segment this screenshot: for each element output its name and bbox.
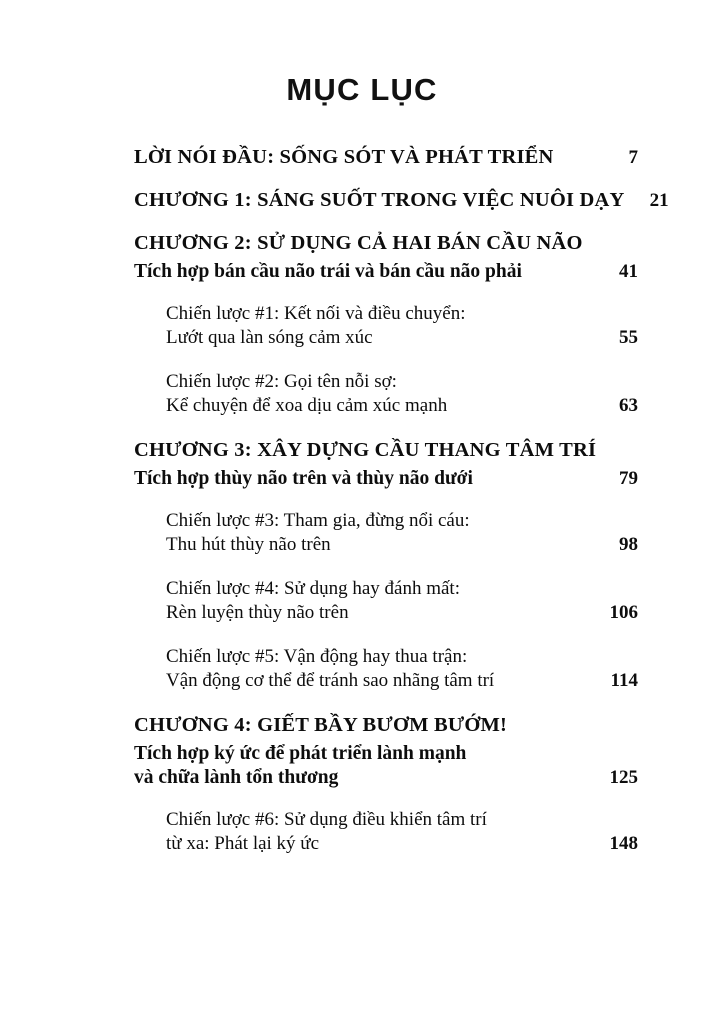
toc-row[interactable]	[166, 371, 638, 393]
toc-entry-label: LỜI NÓI ĐẦU: SỐNG SÓT VÀ PHÁT TRIỂN	[134, 146, 554, 168]
toc-row[interactable]	[134, 767, 638, 789]
toc-entry-label: Chiến lược #3: Tham gia, đừng nổi cáu:	[166, 510, 470, 531]
toc-page-number: 114	[610, 670, 638, 691]
toc-entry-strategy[interactable]	[166, 510, 638, 556]
toc-entry-chapter[interactable]	[134, 146, 638, 169]
toc-row[interactable]	[166, 602, 638, 624]
toc-page-number: 98	[619, 534, 638, 555]
toc-entry-strategy[interactable]	[166, 578, 638, 624]
toc-entry-sub[interactable]	[134, 468, 638, 490]
toc-page-number: 63	[619, 395, 638, 416]
page-title: MỤC LỤC	[286, 72, 438, 107]
toc-entry-chapter[interactable]	[134, 232, 638, 255]
toc-row[interactable]	[134, 232, 638, 255]
toc-row[interactable]	[134, 468, 638, 490]
toc-entry-chapter[interactable]	[134, 439, 638, 462]
toc-row[interactable]	[166, 833, 638, 855]
toc-entry-label: Chiến lược #6: Sử dụng điều khiển tâm trí	[166, 809, 487, 830]
toc-entry-label: Kể chuyện để xoa dịu cảm xúc mạnh	[166, 395, 448, 416]
toc-entry-sub[interactable]	[134, 743, 638, 789]
toc-entry-label: Lướt qua làn sóng cảm xúc	[166, 327, 373, 348]
toc-entry-label: CHƯƠNG 1: SÁNG SUỐT TRONG VIỆC NUÔI DẠY	[134, 189, 625, 211]
toc-row[interactable]	[134, 439, 638, 462]
toc-entry-label: và chữa lành tổn thương	[134, 767, 339, 788]
toc-entry-label: Tích hợp ký ức để phát triển lành mạnh	[134, 743, 467, 764]
toc-entry-label: CHƯƠNG 2: SỬ DỤNG CẢ HAI BÁN CẦU NÃO	[134, 232, 583, 254]
toc-row[interactable]	[134, 189, 669, 212]
toc-row[interactable]	[166, 646, 638, 668]
toc-row[interactable]	[166, 510, 638, 532]
toc-entry-label: Chiến lược #2: Gọi tên nỗi sợ:	[166, 371, 397, 392]
toc-row[interactable]	[166, 670, 638, 692]
toc-row[interactable]	[166, 578, 638, 600]
toc-page-number: 41	[619, 261, 638, 282]
toc-entry-strategy[interactable]	[166, 303, 638, 349]
toc-page-number: 79	[619, 468, 638, 489]
toc-row[interactable]	[166, 809, 638, 831]
toc-row[interactable]	[134, 743, 638, 765]
toc-entry-label: từ xa: Phát lại ký ức	[166, 833, 320, 854]
toc-entry-chapter[interactable]	[134, 189, 669, 212]
toc-entry-label: Chiến lược #1: Kết nối và điều chuyển:	[166, 303, 466, 324]
toc-entry-chapter[interactable]	[134, 714, 638, 737]
toc-entry-label: Chiến lược #5: Vận động hay thua trận:	[166, 646, 468, 667]
toc-entry-strategy[interactable]	[166, 809, 638, 855]
toc-row[interactable]	[134, 146, 638, 169]
toc-entry-list	[134, 146, 669, 877]
toc-entry-label: Rèn luyện thùy não trên	[166, 602, 349, 623]
toc-entry-label: CHƯƠNG 4: GIẾT BẦY BƯƠM BƯỚM!	[134, 714, 508, 736]
toc-page-number: 7	[628, 147, 638, 168]
toc-row[interactable]	[166, 303, 638, 325]
toc-entry-label: Tích hợp bán cầu não trái và bán cầu não phải	[134, 261, 522, 282]
toc-entry-label: CHƯƠNG 3: XÂY DỰNG CẦU THANG TÂM TRÍ	[134, 439, 597, 461]
toc-page-number: 148	[609, 833, 638, 854]
toc-entry-sub[interactable]	[134, 261, 638, 283]
toc-row[interactable]	[166, 327, 638, 349]
toc-page-number: 55	[619, 327, 638, 348]
toc-row[interactable]	[166, 534, 638, 556]
toc-page-number: 21	[649, 190, 669, 211]
toc-row[interactable]	[166, 395, 638, 417]
toc-page-number: 125	[609, 767, 638, 788]
toc-entry-label: Tích hợp thùy não trên và thùy não dưới	[134, 468, 473, 489]
toc-entry-strategy[interactable]	[166, 371, 638, 417]
toc-entry-label: Chiến lược #4: Sử dụng hay đánh mất:	[166, 578, 460, 599]
toc-entry-label: Thu hút thùy não trên	[166, 534, 331, 555]
toc-entry-label: Vận động cơ thể để tránh sao nhãng tâm trí	[166, 670, 495, 691]
toc-row[interactable]	[134, 714, 638, 737]
toc-page-number: 106	[609, 602, 638, 623]
toc-row[interactable]	[134, 261, 638, 283]
toc-entry-strategy[interactable]	[166, 646, 638, 692]
